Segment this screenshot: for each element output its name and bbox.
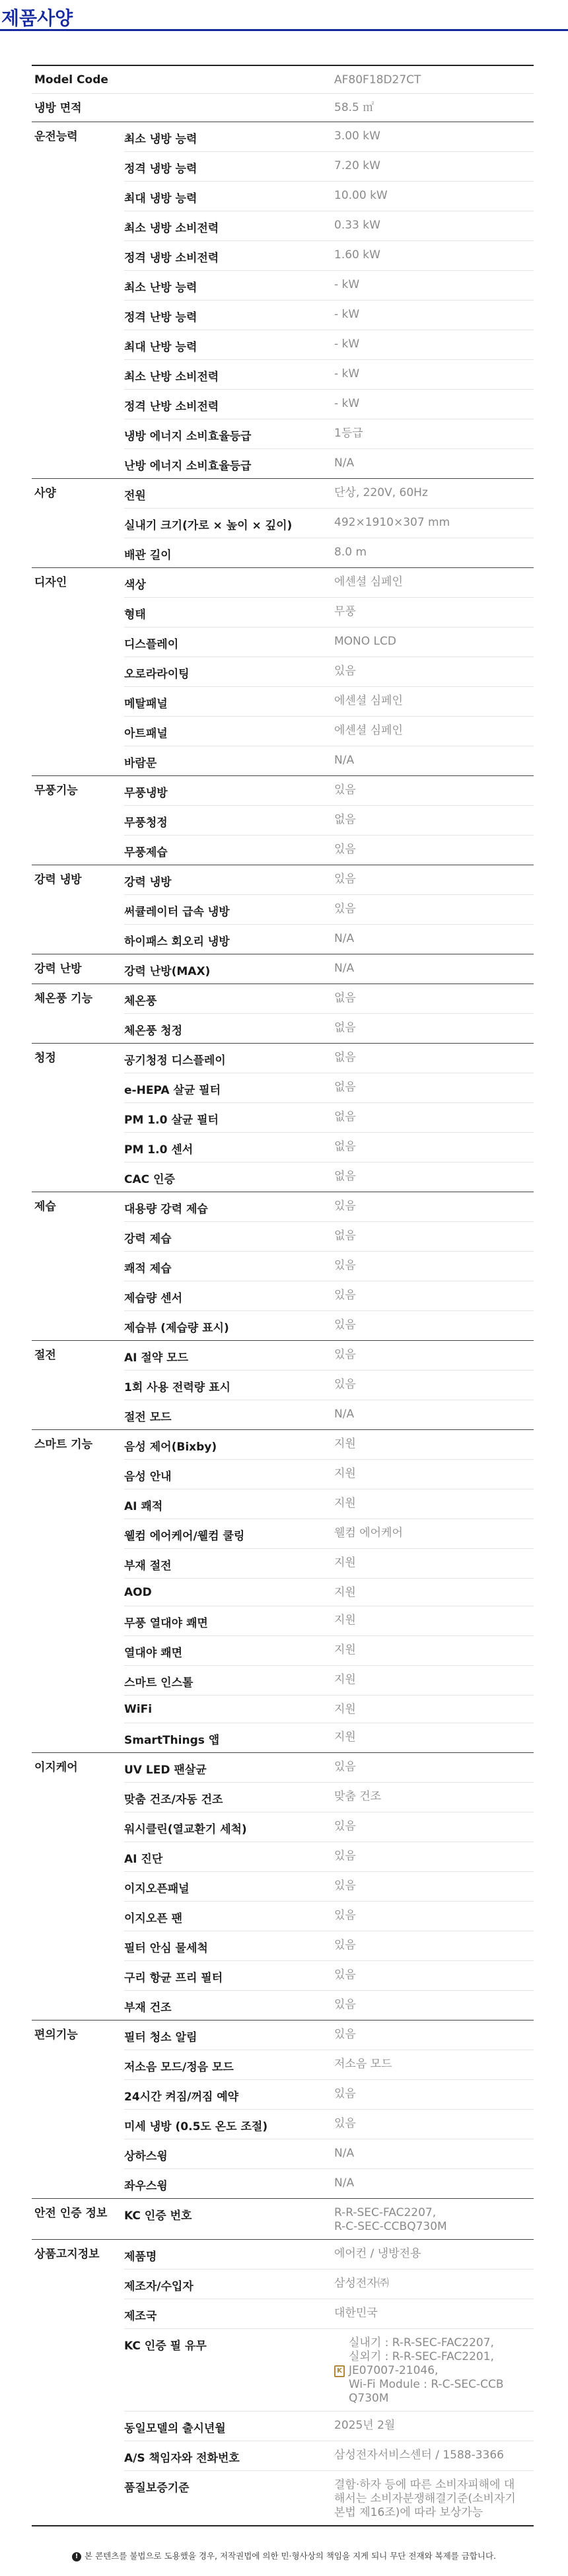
spec-value: 0.33 kW	[334, 219, 380, 232]
spec-row	[124, 2050, 534, 2080]
spec-row	[124, 2240, 534, 2270]
spec-value: 7.20 kW	[334, 159, 380, 172]
spec-value: 있음	[334, 664, 356, 678]
spec-row	[124, 865, 534, 895]
spec-group	[32, 122, 534, 479]
spec-group	[32, 2240, 534, 2525]
spec-row	[124, 538, 534, 567]
spec-group	[32, 2021, 534, 2199]
spec-value: 지원	[334, 1586, 356, 1599]
spec-row	[124, 1519, 534, 1549]
spec-label: 필터 안심 물세척	[124, 1942, 208, 1955]
spec-value: 있음	[334, 1318, 356, 1332]
spec-category: 강력 냉방	[34, 873, 82, 886]
spec-label: 최대 냉방 능력	[124, 192, 197, 205]
spec-value: 지원	[334, 1703, 356, 1716]
spec-group	[32, 568, 534, 776]
spec-row	[124, 271, 534, 301]
spec-rows	[124, 2199, 534, 2239]
spec-label: 체온풍 청정	[124, 1024, 183, 1038]
spec-value: 맞춤 건조	[334, 1790, 382, 1803]
spec-label: 절전 모드	[124, 1411, 172, 1424]
spec-label: SmartThings 앱	[124, 1734, 220, 1747]
spec-label: 동일모델의 출시년월	[124, 2422, 226, 2435]
spec-row	[124, 1842, 534, 1872]
spec-value: N/A	[334, 932, 355, 945]
spec-label: UV LED 팬살균	[124, 1764, 207, 1777]
spec-row	[124, 2110, 534, 2139]
spec-group	[32, 1753, 534, 2021]
spec-label: KC 인증 필 유무	[124, 2340, 207, 2353]
spec-row	[124, 2199, 534, 2239]
spec-value: 없음	[334, 1140, 356, 1153]
spec-row	[124, 1430, 534, 1460]
spec-row	[124, 1753, 534, 1783]
spec-value: 있음	[334, 843, 356, 856]
spec-rows	[124, 1044, 534, 1192]
spec-value: 있음	[334, 1849, 356, 1863]
spec-label: 강력 냉방	[124, 876, 172, 889]
spec-value	[334, 2329, 534, 2411]
spec-label: 상하스윙	[124, 2150, 168, 2163]
spec-label: 정격 난방 소비전력	[124, 400, 219, 413]
spec-row	[124, 1991, 534, 2020]
spec-value: N/A	[334, 754, 355, 767]
spec-category: 냉방 면적	[34, 102, 82, 115]
spec-category: 체온풍 기능	[34, 992, 93, 1005]
spec-value: 에센셜 심페인	[334, 575, 403, 589]
spec-label: 제조자/수입자	[124, 2280, 194, 2293]
spec-table	[32, 65, 534, 2526]
spec-label: AI 절약 모드	[124, 1351, 189, 1365]
spec-value: 삼성전자㈜	[334, 2277, 389, 2290]
spec-label: 최대 난방 능력	[124, 341, 197, 354]
spec-label: 부재 건조	[124, 2001, 172, 2015]
spec-row	[124, 1460, 534, 1489]
spec-row	[124, 330, 534, 360]
spec-label: 제조국	[124, 2310, 157, 2323]
spec-row	[124, 360, 534, 390]
spec-row	[124, 806, 534, 836]
spec-label: 구리 항균 프리 필터	[124, 1972, 223, 1985]
spec-group	[32, 776, 534, 865]
spec-label: 무풍냉방	[124, 787, 168, 800]
spec-value: 있음	[334, 1998, 356, 2011]
spec-category: 스마트 기능	[34, 1438, 93, 1451]
spec-row	[124, 1192, 534, 1222]
spec-row	[124, 627, 534, 657]
kc-mark-icon: K	[334, 2365, 345, 2377]
spec-value: 있음	[334, 902, 356, 915]
spec-row	[124, 122, 534, 152]
spec-row	[124, 1931, 534, 1961]
spec-label: 품질보증기준	[124, 2482, 190, 2495]
spec-group	[32, 954, 534, 984]
spec-row	[124, 2412, 534, 2441]
spec-row	[124, 1371, 534, 1400]
spec-value: 없음	[334, 1021, 356, 1034]
spec-label: 저소음 모드/정음 모드	[124, 2061, 234, 2074]
spec-label: 음성 제어(Bixby)	[124, 1441, 217, 1454]
spec-row	[124, 1961, 534, 1991]
spec-value: 저소음 모드	[334, 2057, 392, 2071]
spec-value: 1등급	[334, 427, 363, 440]
spec-value: N/A	[334, 2147, 355, 2160]
spec-label: PM 1.0 살균 필터	[124, 1114, 219, 1127]
spec-label: 색상	[124, 579, 146, 592]
spec-row	[124, 717, 534, 746]
spec-row	[124, 1606, 534, 1636]
spec-value: 8.0 m	[334, 546, 367, 559]
spec-label: 최소 냉방 소비전력	[124, 222, 219, 235]
spec-row	[124, 2139, 534, 2169]
spec-row	[124, 2080, 534, 2110]
spec-value: 없음	[334, 1229, 356, 1242]
spec-value: 지원	[334, 1731, 356, 1744]
spec-rows	[124, 1430, 534, 1752]
spec-row	[124, 984, 534, 1014]
info-icon: !	[72, 2552, 81, 2561]
spec-value: N/A	[334, 2176, 355, 2190]
spec-label: CAC 인증	[124, 1173, 175, 1186]
spec-row	[124, 954, 534, 984]
spec-category: 강력 난방	[34, 962, 82, 976]
spec-label: 음성 안내	[124, 1470, 172, 1484]
spec-value: 지원	[334, 1614, 356, 1627]
spec-label: 정격 난방 능력	[124, 311, 197, 324]
spec-label: 써큘레이터 급속 냉방	[124, 906, 230, 919]
spec-row	[124, 687, 534, 717]
spec-group	[32, 2199, 534, 2240]
spec-value: 있음	[334, 1939, 356, 1952]
spec-value: 있음	[334, 2028, 356, 2041]
spec-label: A/S 책임자와 전화번호	[124, 2452, 240, 2465]
spec-label: 제품명	[124, 2250, 157, 2264]
spec-row	[124, 479, 534, 509]
spec-value: 있음	[334, 1820, 356, 1833]
spec-label: AI 쾌적	[124, 1500, 163, 1513]
spec-row	[124, 449, 534, 478]
spec-row	[124, 1014, 534, 1043]
spec-label: WiFi	[124, 1703, 153, 1716]
spec-row	[124, 1489, 534, 1519]
spec-value: 단상, 220V, 60Hz	[334, 486, 428, 499]
spec-label: 정격 냉방 능력	[124, 162, 197, 176]
spec-label: 스마트 인스톨	[124, 1676, 194, 1690]
spec-label: 최소 난방 소비전력	[124, 371, 219, 384]
spec-row	[124, 1723, 534, 1752]
spec-row	[124, 1073, 534, 1103]
spec-value: N/A	[334, 456, 355, 470]
spec-label: 전원	[124, 489, 146, 503]
spec-row	[124, 2441, 534, 2471]
model-code-label: Model Code	[34, 73, 108, 87]
spec-value: - kW	[334, 278, 360, 291]
spec-row	[124, 1400, 534, 1429]
spec-row	[124, 1783, 534, 1812]
spec-label: 하이패스 회오리 냉방	[124, 935, 230, 948]
spec-label: 제습뷰 (제습량 표시)	[124, 1322, 229, 1335]
spec-label: 무풍 열대야 쾌면	[124, 1617, 208, 1630]
spec-rows	[124, 1341, 534, 1429]
spec-value: 있음	[334, 1968, 356, 1982]
spec-label: 맞춤 건조/자동 건조	[124, 1793, 223, 1807]
spec-category: 디자인	[34, 576, 67, 589]
spec-row	[124, 419, 534, 449]
spec-value: 있음	[334, 1879, 356, 1892]
spec-label: 워시클린(열교환기 세척)	[124, 1823, 247, 1836]
spec-row	[124, 746, 534, 775]
page-title: 제품사양	[1, 7, 73, 29]
spec-label: 이지오픈 팬	[124, 1912, 183, 1925]
spec-label: 디스플레이	[124, 638, 179, 651]
spec-row	[124, 925, 534, 954]
spec-value: 웰컴 에어케어	[334, 1526, 403, 1540]
kc-cert-text: 실내기 : R-R-SEC-FAC2207, 실외기 : R-R-SEC-FAC2201, JE07007-21046, Wi-Fi Module : R-C-SEC-CCB Q730M	[349, 2336, 504, 2405]
spec-value: 에센셜 심페인	[334, 724, 403, 737]
spec-value: 에어컨 / 냉방전용	[334, 2247, 421, 2260]
spec-row	[124, 2471, 534, 2525]
spec-row	[124, 1311, 534, 1340]
spec-value: N/A	[334, 962, 355, 975]
spec-category: 절전	[34, 1349, 56, 1362]
spec-row	[124, 1696, 534, 1723]
spec-value: 없음	[334, 991, 356, 1005]
spec-value: 있음	[334, 1909, 356, 1922]
spec-row	[124, 1341, 534, 1371]
spec-label: 미세 냉방 (0.5도 온도 조절)	[124, 2120, 268, 2133]
spec-group	[32, 865, 534, 954]
spec-row	[124, 2169, 534, 2198]
spec-label: 바람문	[124, 757, 157, 770]
spec-row	[124, 2021, 534, 2050]
spec-value: MONO LCD	[334, 635, 396, 648]
spec-value: 있음	[334, 2117, 356, 2130]
spec-value: 없음	[334, 1110, 356, 1124]
spec-value: 1.60 kW	[334, 248, 380, 262]
spec-label: 24시간 켜짐/꺼짐 예약	[124, 2091, 239, 2104]
spec-row	[124, 2329, 534, 2412]
spec-label: 공기청정 디스플레이	[124, 1054, 226, 1067]
spec-label: 제습량 센서	[124, 1292, 183, 1305]
spec-label: 최소 냉방 능력	[124, 133, 197, 146]
spec-row	[124, 1872, 534, 1902]
spec-label: 배관 길이	[124, 549, 172, 562]
kc-cert-value	[334, 2336, 534, 2406]
spec-label: 오로라라이팅	[124, 668, 190, 681]
spec-label: 쾌적 제습	[124, 1262, 172, 1275]
spec-row	[124, 895, 534, 925]
spec-rows	[124, 1753, 534, 2020]
spec-label: 열대야 쾌면	[124, 1647, 183, 1660]
spec-category: 상품고지정보	[34, 2248, 100, 2261]
title-underline	[0, 29, 568, 31]
spec-group	[32, 1044, 534, 1192]
spec-value: 2025년 2월	[334, 2419, 396, 2432]
spec-row	[124, 1044, 534, 1073]
copyright-notice	[0, 2550, 568, 2561]
spec-row	[124, 568, 534, 598]
spec-value: 지원	[334, 1497, 356, 1510]
spec-value: 결함·하자 등에 따른 소비자피해에 대 해서는 소비자분쟁해결기준(소비자기 본법 제16조)에 따라 보상가능	[334, 2478, 516, 2519]
spec-label: 부재 절전	[124, 1559, 172, 1573]
spec-value: 지원	[334, 1673, 356, 1686]
spec-label: e-HEPA 살균 필터	[124, 1084, 221, 1097]
spec-value: 있음	[334, 783, 356, 797]
spec-category: 제습	[34, 1200, 56, 1213]
spec-group	[32, 1430, 534, 1753]
spec-row	[124, 1902, 534, 1931]
spec-label: KC 인증 번호	[124, 2209, 192, 2223]
spec-value: 있음	[334, 1760, 356, 1773]
spec-row	[124, 1636, 534, 1666]
spec-row	[124, 1103, 534, 1133]
spec-category: 청정	[34, 1052, 56, 1065]
spec-value: 지원	[334, 1556, 356, 1569]
spec-rows	[124, 776, 534, 865]
spec-label: 대용량 강력 제습	[124, 1203, 208, 1216]
spec-row	[124, 1579, 534, 1606]
spec-row	[124, 211, 534, 241]
spec-label: 최소 난방 능력	[124, 281, 197, 295]
spec-row	[124, 1163, 534, 1192]
spec-value: 있음	[334, 1378, 356, 1391]
spec-category: 이지케어	[34, 1761, 78, 1774]
spec-label: 냉방 에너지 소비효율등급	[124, 430, 252, 443]
spec-value: - kW	[334, 338, 360, 351]
spec-label: 좌우스윙	[124, 2180, 168, 2193]
model-code-value: AF80F18D27CT	[334, 73, 421, 87]
spec-row	[124, 1666, 534, 1696]
spec-value: 지원	[334, 1467, 356, 1480]
spec-value: 없음	[334, 813, 356, 826]
spec-row	[124, 1281, 534, 1311]
spec-row	[124, 301, 534, 330]
spec-label: 1회 사용 전력량 표시	[124, 1381, 231, 1394]
spec-label: 강력 제습	[124, 1233, 172, 1246]
spec-row	[124, 1222, 534, 1252]
spec-row	[124, 241, 534, 271]
spec-value: 지원	[334, 1643, 356, 1657]
spec-value: 492×1910×307 mm	[334, 516, 450, 529]
spec-row	[124, 1133, 534, 1163]
spec-label: AI 진단	[124, 1853, 163, 1866]
spec-label: 형태	[124, 608, 146, 622]
spec-value: N/A	[334, 1408, 355, 1421]
spec-value: 에센셜 심페인	[334, 694, 403, 707]
spec-rows	[124, 1192, 534, 1340]
spec-rows	[124, 94, 534, 122]
spec-rows	[124, 479, 534, 567]
spec-label: PM 1.0 센서	[124, 1143, 194, 1157]
spec-value: 삼성전자서비스센터 / 1588-3366	[334, 2449, 504, 2462]
spec-label: 정격 냉방 소비전력	[124, 252, 219, 265]
spec-rows	[124, 865, 534, 954]
spec-label: 체온풍	[124, 995, 157, 1008]
spec-category: 편의기능	[34, 2028, 78, 2042]
spec-rows	[124, 954, 534, 984]
spec-row	[124, 1252, 534, 1281]
spec-rows	[124, 2021, 534, 2198]
spec-category: 운전능력	[34, 130, 78, 143]
spec-row	[124, 1549, 534, 1579]
spec-rows	[124, 122, 534, 478]
spec-value: 있음	[334, 1289, 356, 1302]
spec-value: 있음	[334, 873, 356, 886]
spec-rows	[124, 568, 534, 775]
spec-value: 없음	[334, 1081, 356, 1094]
spec-label: 강력 난방(MAX)	[124, 965, 211, 978]
spec-row	[124, 776, 534, 806]
spec-value: 있음	[334, 2087, 356, 2100]
spec-category: 무풍기능	[34, 784, 78, 797]
spec-group	[32, 984, 534, 1044]
spec-label: AOD	[124, 1586, 152, 1599]
spec-value: 있음	[334, 1348, 356, 1361]
spec-row	[124, 182, 534, 211]
spec-row	[124, 390, 534, 419]
spec-value: 없음	[334, 1170, 356, 1183]
spec-category: 안전 인증 정보	[34, 2207, 108, 2220]
spec-label: 실내기 크기(가로 × 높이 × 깊이)	[124, 519, 293, 532]
spec-group	[32, 1192, 534, 1341]
spec-value: 대한민국	[334, 2307, 378, 2320]
spec-label	[124, 94, 334, 106]
spec-value: 없음	[334, 1051, 356, 1064]
spec-label: 아트패널	[124, 727, 168, 740]
spec-row	[124, 598, 534, 627]
spec-group	[32, 1341, 534, 1430]
spec-row	[124, 836, 534, 865]
spec-group	[32, 94, 534, 122]
spec-rows	[124, 984, 534, 1043]
spec-rows	[124, 2240, 534, 2525]
spec-label: 이지오픈패널	[124, 1882, 190, 1896]
spec-row	[124, 1812, 534, 1842]
spec-row	[124, 509, 534, 538]
spec-label: 메탈패널	[124, 698, 168, 711]
spec-value: 3.00 kW	[334, 129, 380, 143]
spec-row	[124, 2270, 534, 2299]
spec-label: 웰컴 에어케어/웰컴 쿨링	[124, 1530, 245, 1543]
spec-value: - kW	[334, 367, 360, 380]
spec-value: 58.5 ㎡	[334, 101, 374, 114]
spec-row	[124, 2299, 534, 2329]
page-header	[0, 0, 568, 37]
spec-label: 난방 에너지 소비효율등급	[124, 460, 252, 473]
spec-value: 있음	[334, 1199, 356, 1213]
copyright-text: 본 콘텐츠를 불법으로 도용했을 경우, 저작권법에 의한 민·형사상의 책임을 지게 되니 무단 전재와 복제를 금합니다.	[85, 2551, 496, 2561]
spec-value: 무풍	[334, 605, 356, 618]
spec-row	[124, 152, 534, 182]
spec-label: 필터 청소 알림	[124, 2031, 197, 2044]
model-code-row	[32, 66, 534, 94]
spec-value: 10.00 kW	[334, 189, 388, 202]
spec-group	[32, 479, 534, 568]
spec-value: R-R-SEC-FAC2207, R-C-SEC-CCBQ730M	[334, 2206, 447, 2233]
spec-row	[124, 657, 534, 687]
spec-value: - kW	[334, 308, 360, 321]
spec-label: 무풍제습	[124, 846, 168, 859]
spec-value: 있음	[334, 1259, 356, 1272]
spec-row	[124, 94, 534, 122]
spec-label: 무풍청정	[124, 816, 168, 830]
spec-category: 사양	[34, 487, 56, 500]
spec-value: - kW	[334, 397, 360, 410]
spec-value: 지원	[334, 1437, 356, 1450]
